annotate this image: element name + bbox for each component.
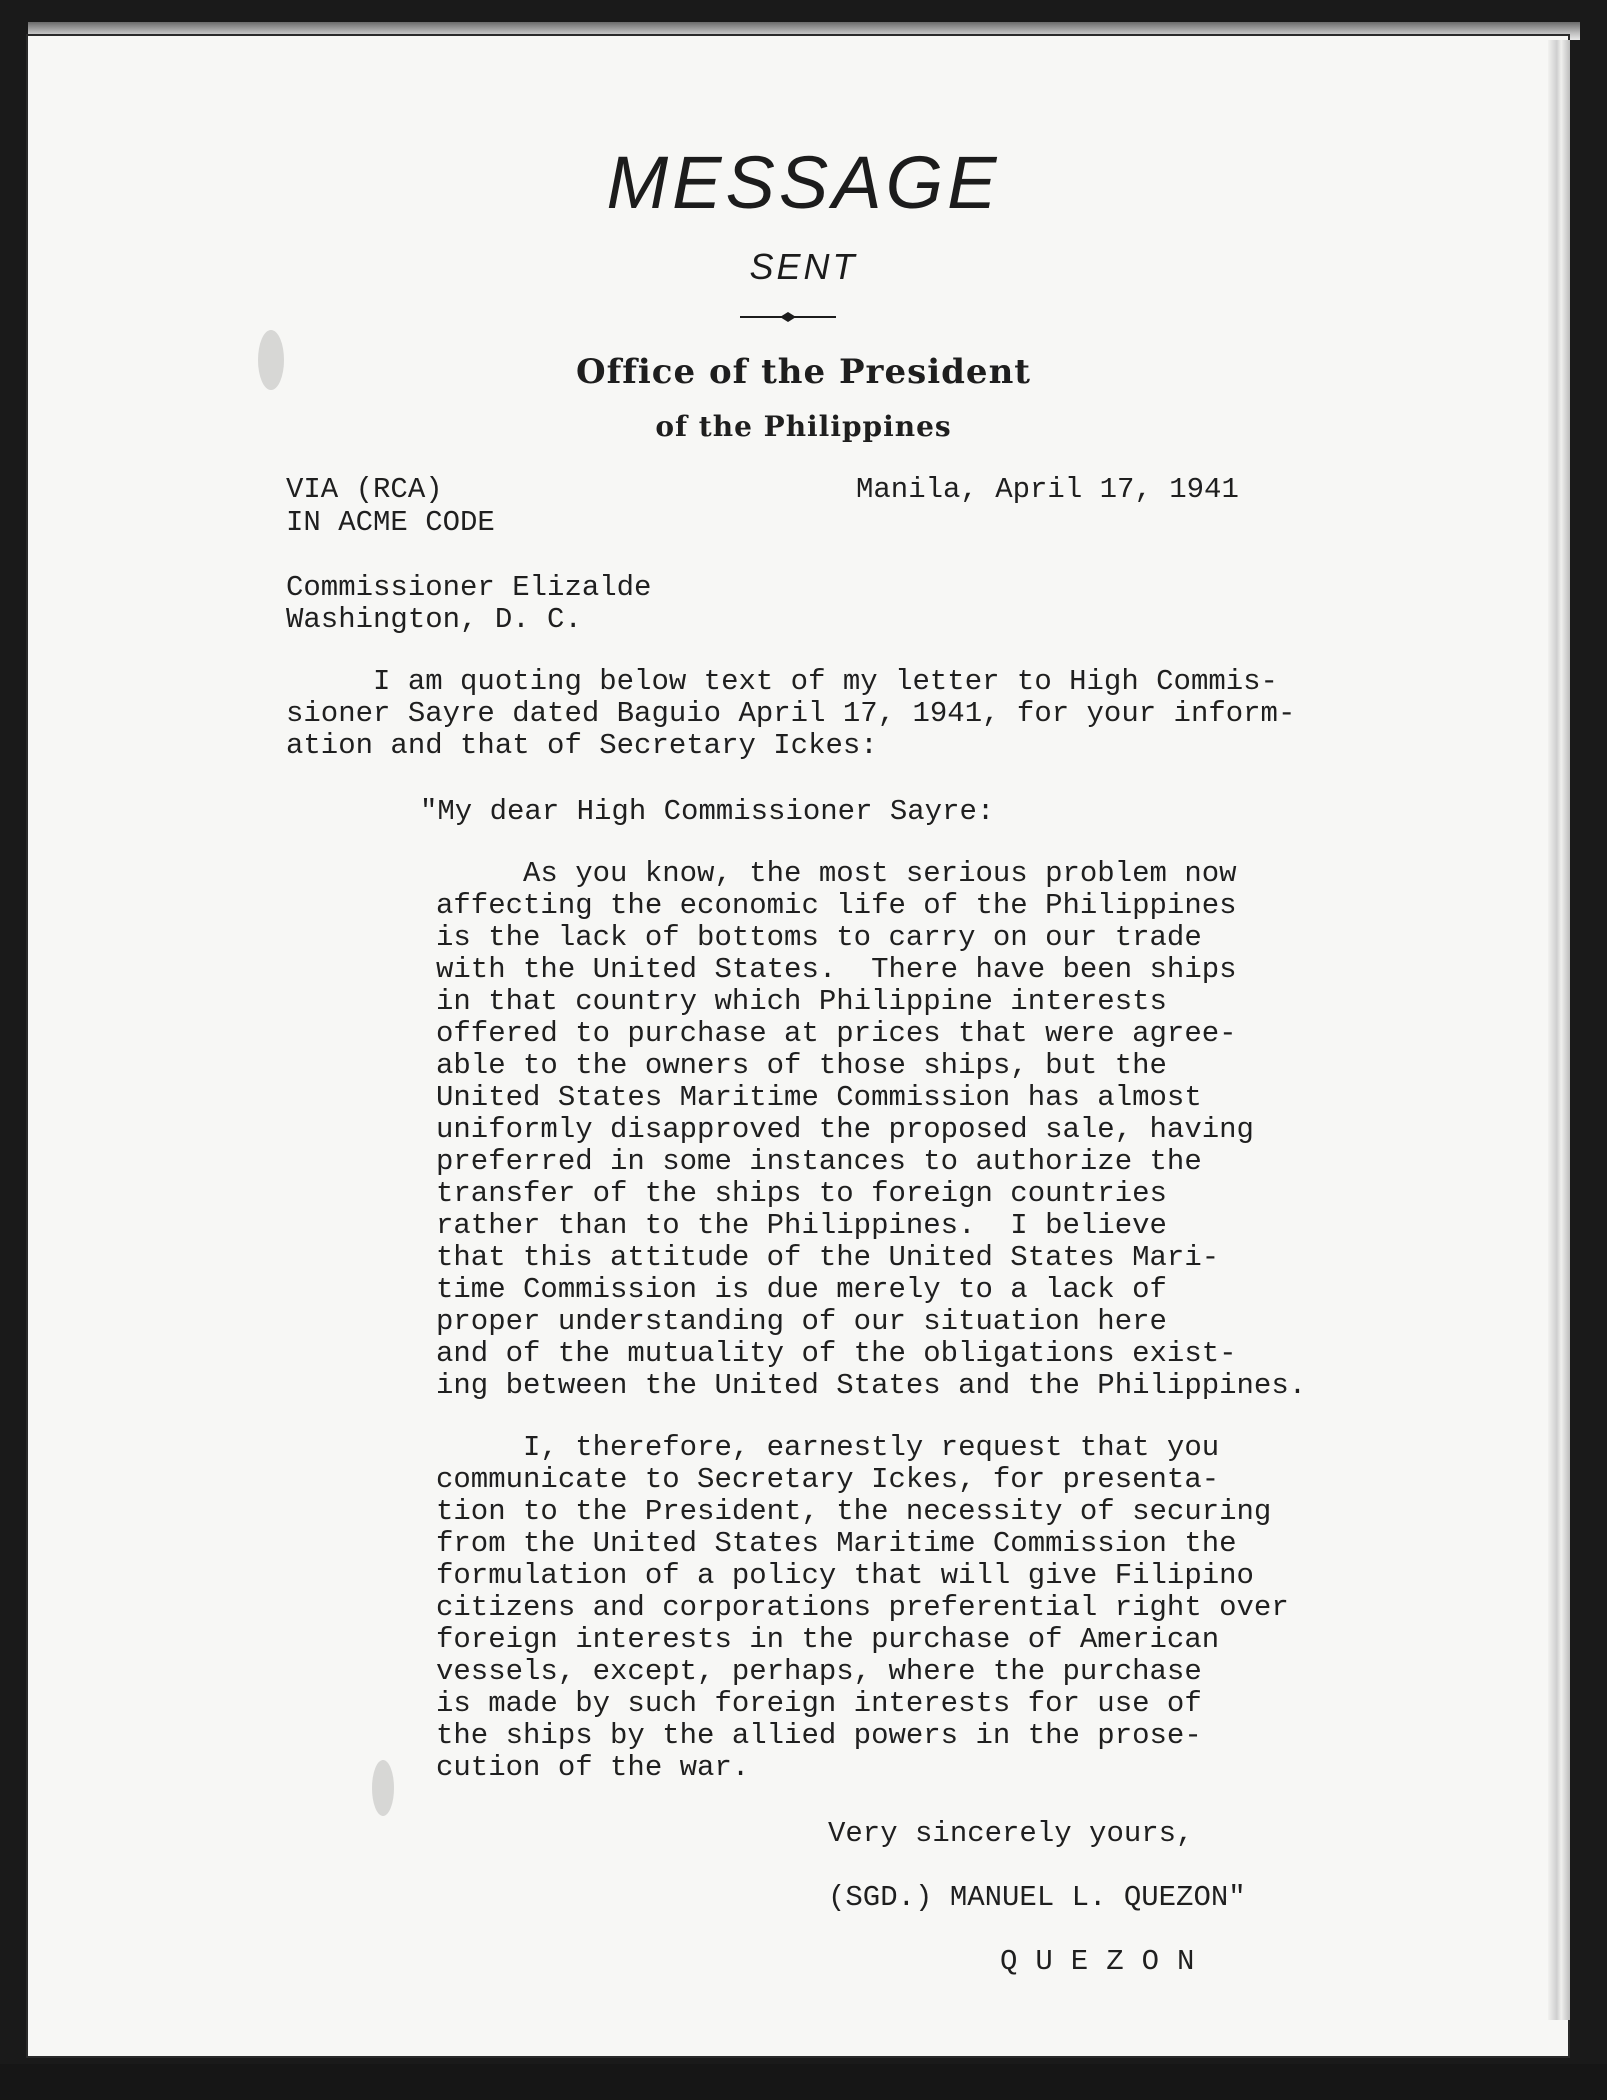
text-line: citizens and corporations preferential right over: [436, 1591, 1289, 1624]
text-line: from the United States Maritime Commission the: [436, 1527, 1237, 1560]
text-line: preferred in some instances to authorize the: [436, 1145, 1202, 1178]
text-line: formulation of a policy that will give Filipino: [436, 1559, 1254, 1592]
text-line: uniformly disapproved the proposed sale, having: [436, 1113, 1254, 1146]
message-subtitle: SENT: [749, 246, 858, 287]
text-line: time Commission is due merely to a lack of: [436, 1273, 1167, 1306]
text-line: is made by such foreign interests for use of: [436, 1687, 1202, 1720]
text-line: As you know, the most serious problem now: [436, 857, 1237, 890]
message-title: MESSAGE: [606, 141, 1001, 224]
text-line: affecting the economic life of the Philippines: [436, 889, 1237, 922]
text-line: vessels, except, perhaps, where the purchase: [436, 1655, 1202, 1688]
text-line: and of the mutuality of the obligations exist-: [436, 1337, 1237, 1370]
text-line: the ships by the allied powers in the prose-: [436, 1719, 1202, 1752]
signature-line: (SGD.) MANUEL L. QUEZON": [828, 1881, 1246, 1914]
text-line: sioner Sayre dated Baguio April 17, 1941, for your inform-: [286, 697, 1296, 730]
text-line: tion to the President, the necessity of securing: [436, 1495, 1272, 1528]
salutation: "My dear High Commissioner Sayre:: [420, 795, 995, 828]
closing: Very sincerely yours,: [828, 1817, 1194, 1850]
letter-paragraph-1: [436, 858, 1306, 1402]
scan-border: [0, 2064, 1607, 2100]
dateline: Manila, April 17, 1941: [856, 473, 1239, 506]
office-heading-line2: of the Philippines: [655, 410, 952, 443]
sender-name: QUEZON: [1000, 1945, 1213, 1978]
text-line: that this attitude of the United States Mari-: [436, 1241, 1220, 1274]
text-line: United States Maritime Commission has almost: [436, 1081, 1202, 1114]
text-line: offered to purchase at prices that were agree-: [436, 1017, 1237, 1050]
scan-smudge: [372, 1760, 394, 1816]
ornamental-divider: [738, 310, 838, 324]
text-line: I am quoting below text of my letter to High Commis-: [286, 665, 1278, 698]
text-line: ing between the United States and the Philippines.: [436, 1369, 1307, 1402]
text-line: transfer of the ships to foreign countries: [436, 1177, 1167, 1210]
routing-line-1: VIA (RCA): [286, 473, 443, 506]
text-line: able to the owners of those ships, but the: [436, 1049, 1167, 1082]
addressee-line-2: Washington, D. C.: [286, 603, 582, 636]
addressee-line-1: Commissioner Elizalde: [286, 571, 652, 604]
text-line: I, therefore, earnestly request that you: [436, 1431, 1220, 1464]
text-line: foreign interests in the purchase of American: [436, 1623, 1220, 1656]
text-line: ation and that of Secretary Ickes:: [286, 729, 878, 762]
paper-stack-edge: [1548, 40, 1570, 2020]
intro-paragraph: [286, 666, 1295, 762]
text-line: in that country which Philippine interests: [436, 985, 1167, 1018]
text-line: with the United States. There have been ships: [436, 953, 1237, 986]
text-line: is the lack of bottoms to carry on our trade: [436, 921, 1202, 954]
text-line: cution of the war.: [436, 1751, 750, 1784]
text-line: communicate to Secretary Ickes, for presenta-: [436, 1463, 1220, 1496]
text-line: rather than to the Philippines. I believe: [436, 1209, 1167, 1242]
text-line: proper understanding of our situation here: [436, 1305, 1167, 1338]
letter-paragraph-2: [436, 1432, 1289, 1784]
office-heading-line1: Office of the President: [576, 352, 1031, 392]
routing-line-2: IN ACME CODE: [286, 506, 495, 539]
